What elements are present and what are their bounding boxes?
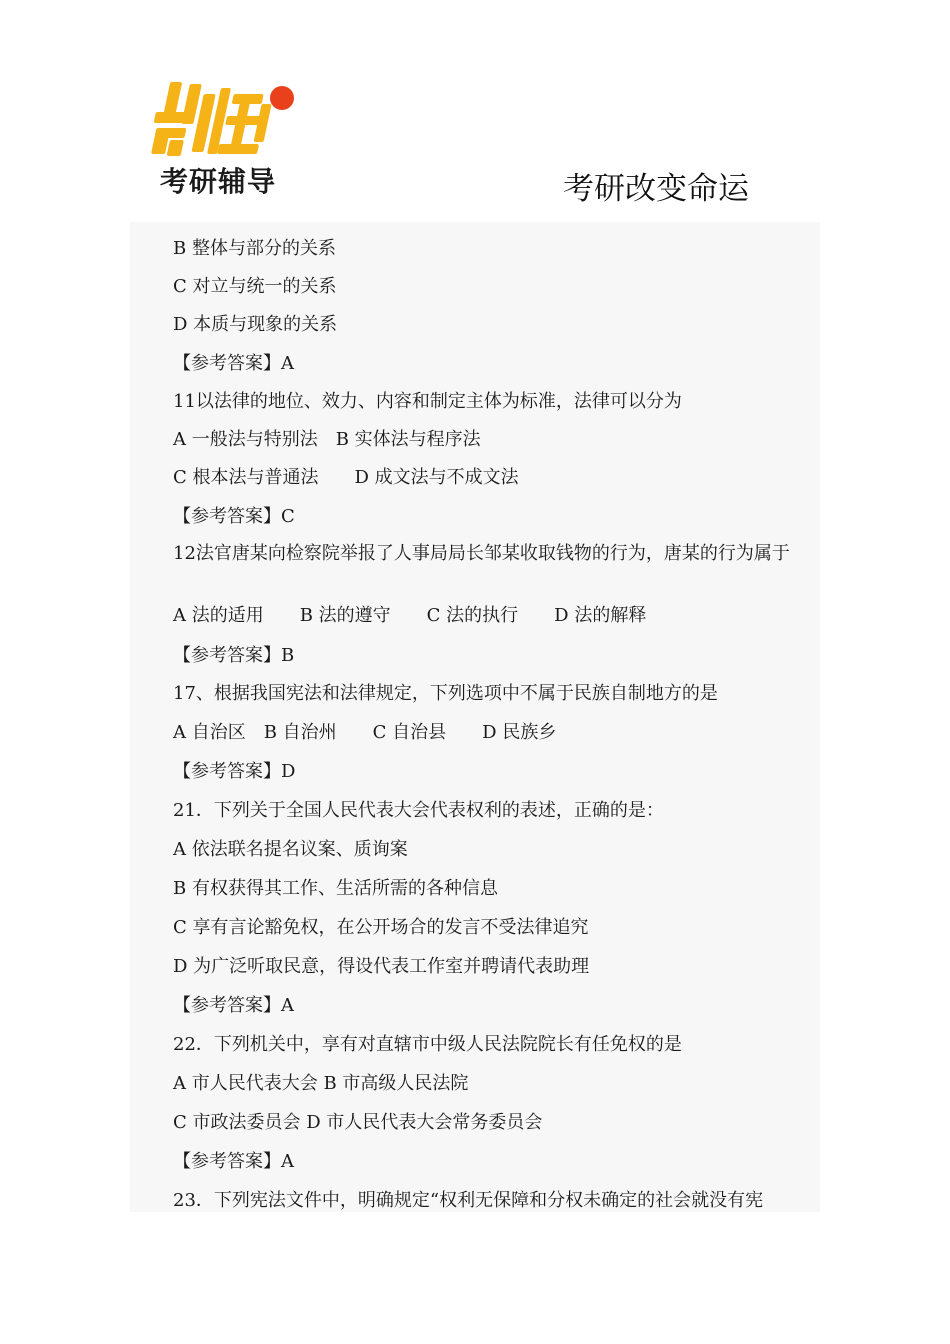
answer-line: 【参考答案】C xyxy=(173,506,295,527)
option-line: C 根本法与普通法 D 成文法与不成文法 xyxy=(173,467,519,488)
page-header xyxy=(0,0,950,222)
option-line: B 整体与部分的关系 xyxy=(173,238,336,259)
header-slogan: 考研改变命运 xyxy=(563,171,749,207)
question-line: 12法官唐某向检察院举报了人事局局长邹某收取钱物的行为，唐某的行为属于 xyxy=(173,543,790,564)
option-line: A 一般法与特别法 B 实体法与程序法 xyxy=(173,429,481,450)
option-line: C 市政法委员会 D 市人民代表大会常务委员会 xyxy=(173,1112,543,1133)
question-line: 22．下列机关中，享有对直辖市中级人民法院院长有任免权的是 xyxy=(173,1034,682,1055)
logo-subtitle: 考研辅导 xyxy=(160,165,277,198)
answer-line: 【参考答案】A xyxy=(173,1151,294,1172)
option-line: A 市人民代表大会 B 市高级人民法院 xyxy=(173,1073,469,1094)
answer-line: 【参考答案】B xyxy=(173,645,295,666)
logo-mark xyxy=(150,74,302,164)
answer-line: 【参考答案】D xyxy=(173,761,296,782)
answer-line: 【参考答案】A xyxy=(173,353,294,374)
question-line: 11以法律的地位、效力、内容和制定主体为标准，法律可以分为 xyxy=(173,391,682,412)
option-line: B 有权获得其工作、生活所需的各种信息 xyxy=(173,878,498,899)
answer-line: 【参考答案】A xyxy=(173,995,294,1016)
question-line: 21．下列关于全国人民代表大会代表权利的表述，正确的是： xyxy=(173,800,664,821)
option-line: D 本质与现象的关系 xyxy=(173,314,338,335)
option-line: A 自治区 B 自治州 C 自治县 D 民族乡 xyxy=(173,722,557,743)
option-line: D 为广泛听取民意，得设代表工作室并聘请代表助理 xyxy=(173,956,590,977)
document-content xyxy=(130,222,820,1212)
question-line: 23．下列宪法文件中，明确规定“权利无保障和分权未确定的社会就没有宪 xyxy=(173,1190,764,1211)
option-line: A 法的适用 B 法的遵守 C 法的执行 D 法的解释 xyxy=(173,605,647,626)
option-line: C 对立与统一的关系 xyxy=(173,276,337,297)
question-line: 17、根据我国宪法和法律规定，下列选项中不属于民族自制地方的是 xyxy=(173,683,718,704)
option-line: C 享有言论豁免权，在公开场合的发言不受法律追究 xyxy=(173,917,589,938)
logo-dot xyxy=(270,86,294,110)
option-line: A 依法联名提名议案、质询案 xyxy=(173,839,408,860)
